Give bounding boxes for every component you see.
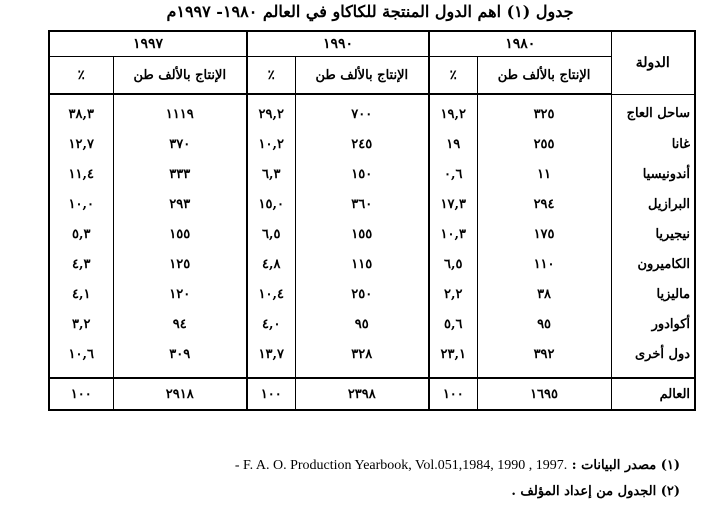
percent-value-1980: ١٩ — [429, 129, 477, 159]
source-note-label: (١) مصدر البيانات : — [571, 458, 680, 473]
percent-value-1997: ١١,٤ — [49, 159, 113, 189]
country-name: ماليزيا — [611, 279, 695, 309]
country-header: الدولة — [611, 31, 695, 94]
percent-value-1980: ٠,٦ — [429, 159, 477, 189]
production-value-1990: ٢٣٩٨ — [295, 378, 429, 410]
percent-value-1980: ٥,٦ — [429, 309, 477, 339]
production-value-1980: ١١ — [477, 159, 611, 189]
percent-value-1980: ١٠,٣ — [429, 219, 477, 249]
production-header: الإنتاج بالألف طن — [477, 57, 611, 95]
percent-value-1990: ١٣,٧ — [247, 339, 295, 369]
country-name: أندونيسيا — [611, 159, 695, 189]
percent-value-1997: ١٠,٦ — [49, 339, 113, 369]
table-row — [49, 94, 695, 129]
production-value-1980: ١٦٩٥ — [477, 378, 611, 410]
production-value-1980: ٣٢٥ — [477, 94, 611, 129]
percent-value-1990: ٢٩,٢ — [247, 94, 295, 129]
table-title: جدول (١) اهم الدول المنتجة للكاكاو في العالم ١٩٨٠- ١٩٩٧م — [166, 2, 574, 21]
world-total-row — [49, 378, 695, 410]
percent-value-1990: ٦,٣ — [247, 159, 295, 189]
table-body — [49, 94, 695, 369]
production-value-1997: ١٥٥ — [113, 219, 247, 249]
production-value-1980: ٣٩٢ — [477, 339, 611, 369]
percent-value-1997: ١٠,٠ — [49, 189, 113, 219]
percent-value-1997: ١٠٠ — [49, 378, 113, 410]
production-value-1980: ٢٩٤ — [477, 189, 611, 219]
production-header: الإنتاج بالألف طن — [113, 57, 247, 95]
production-value-1980: ١١٠ — [477, 249, 611, 279]
production-header: الإنتاج بالألف طن — [295, 57, 429, 95]
percent-value-1990: ١٠٠ — [247, 378, 295, 410]
table-row — [49, 309, 695, 339]
percent-value-1990: ١٥,٠ — [247, 189, 295, 219]
country-name: أكوادور — [611, 309, 695, 339]
percent-value-1980: ١٠٠ — [429, 378, 477, 410]
production-value-1990: ٩٥ — [295, 309, 429, 339]
percent-value-1980: ٦,٥ — [429, 249, 477, 279]
year-header-1980: ١٩٨٠ — [429, 31, 611, 57]
table-row — [49, 189, 695, 219]
production-value-1997: ١٢٠ — [113, 279, 247, 309]
author-note: (٢) الجدول من إعداد المؤلف . — [511, 484, 680, 499]
production-value-1990: ٣٦٠ — [295, 189, 429, 219]
table-row — [49, 159, 695, 189]
production-value-1990: ٣٢٨ — [295, 339, 429, 369]
year-header-1990: ١٩٩٠ — [247, 31, 429, 57]
year-header-1997: ١٩٩٧ — [49, 31, 247, 57]
production-value-1980: ٣٨ — [477, 279, 611, 309]
percent-value-1990: ١٠,٢ — [247, 129, 295, 159]
percent-value-1980: ١٧,٣ — [429, 189, 477, 219]
production-value-1980: ١٧٥ — [477, 219, 611, 249]
production-value-1997: ٣٠٩ — [113, 339, 247, 369]
percent-header: ٪ — [429, 57, 477, 95]
production-value-1990: ٢٤٥ — [295, 129, 429, 159]
production-value-1980: ٢٥٥ — [477, 129, 611, 159]
cocoa-production-table — [48, 30, 696, 411]
percent-header: ٪ — [49, 57, 113, 95]
production-value-1980: ٩٥ — [477, 309, 611, 339]
production-value-1997: ٣٧٠ — [113, 129, 247, 159]
table-row — [49, 249, 695, 279]
table-row — [49, 219, 695, 249]
percent-value-1980: ٢,٢ — [429, 279, 477, 309]
table-spacer — [49, 369, 695, 378]
country-name: دول أخرى — [611, 339, 695, 369]
percent-value-1980: ١٩,٢ — [429, 94, 477, 129]
percent-value-1990: ٦,٥ — [247, 219, 295, 249]
percent-value-1997: ٥,٣ — [49, 219, 113, 249]
table-row — [49, 339, 695, 369]
production-value-1990: ١١٥ — [295, 249, 429, 279]
percent-value-1997: ٣,٢ — [49, 309, 113, 339]
country-name: نيجيريا — [611, 219, 695, 249]
percent-header: ٪ — [247, 57, 295, 95]
percent-value-1990: ٤,٠ — [247, 309, 295, 339]
production-value-1997: ١٢٥ — [113, 249, 247, 279]
country-name: الكاميرون — [611, 249, 695, 279]
production-value-1997: ٩٤ — [113, 309, 247, 339]
country-name: البرازيل — [611, 189, 695, 219]
percent-value-1990: ٤,٨ — [247, 249, 295, 279]
production-value-1990: ١٥٥ — [295, 219, 429, 249]
production-value-1997: ٣٣٣ — [113, 159, 247, 189]
production-value-1990: ٢٥٠ — [295, 279, 429, 309]
percent-value-1997: ١٢,٧ — [49, 129, 113, 159]
table-row — [49, 129, 695, 159]
percent-value-1997: ٤,٣ — [49, 249, 113, 279]
percent-value-1990: ١٠,٤ — [247, 279, 295, 309]
table-row — [49, 279, 695, 309]
production-value-1990: ٧٠٠ — [295, 94, 429, 129]
production-value-1997: ٢٩٣ — [113, 189, 247, 219]
production-value-1997: ٢٩١٨ — [113, 378, 247, 410]
country-name: العالم — [611, 378, 695, 410]
production-value-1997: ١١١٩ — [113, 94, 247, 129]
country-name: غانا — [611, 129, 695, 159]
source-note-reference: - F. A. O. Production Yearbook, Vol.051,1984, 1990 , 1997. — [234, 458, 568, 473]
source-note — [100, 458, 680, 474]
country-name: ساحل العاج — [611, 94, 695, 129]
production-value-1990: ١٥٠ — [295, 159, 429, 189]
percent-value-1997: ٣٨,٣ — [49, 94, 113, 129]
percent-value-1997: ٤,١ — [49, 279, 113, 309]
percent-value-1980: ٢٣,١ — [429, 339, 477, 369]
